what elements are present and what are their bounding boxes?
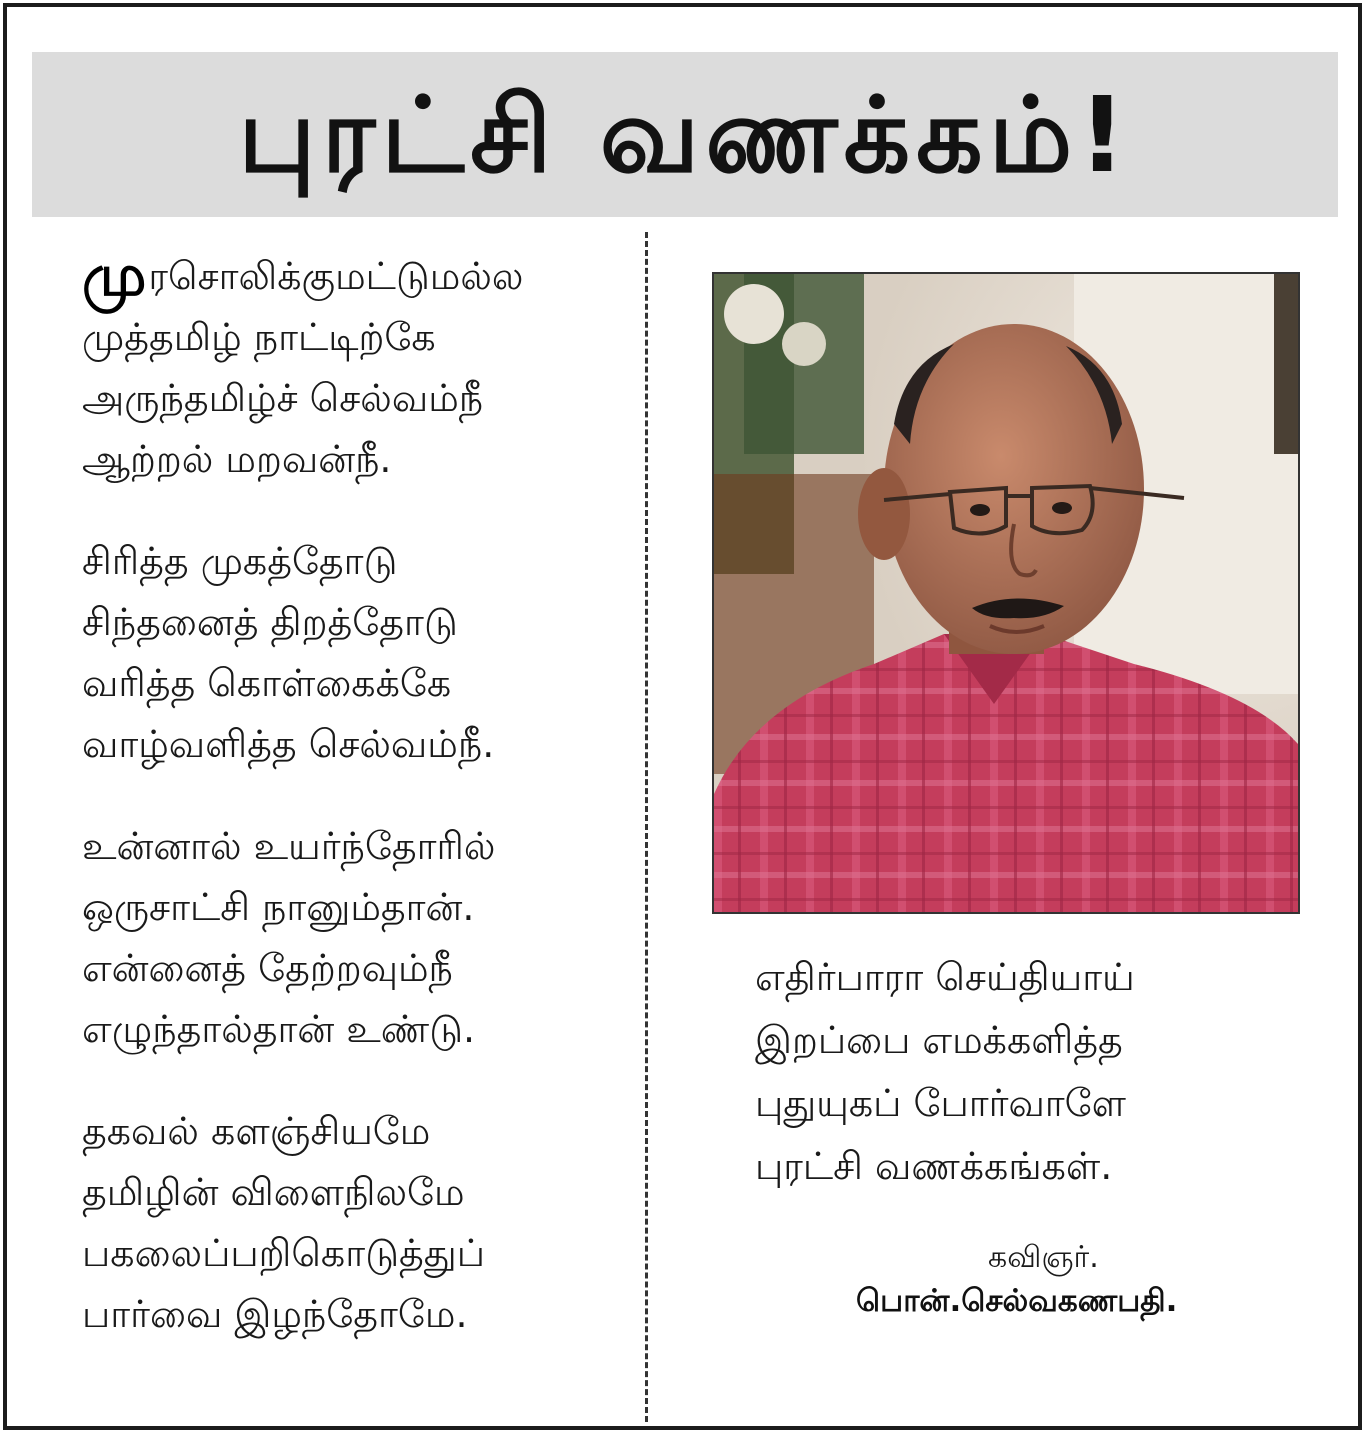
poem-line: அருந்தமிழ்ச் செல்வம்நீ [82,376,484,420]
poem-line: இறப்பை எமக்களித்த [755,1018,1123,1062]
poem-line: எதிர்பாரா செய்தியாய் [755,955,1135,999]
portrait-illustration [714,274,1298,912]
stanza-1 [82,241,622,490]
poem-line: ஒருசாட்சி நானும்தான். [82,885,475,929]
poem-line: தகவல் களஞ்சியமே [82,1109,431,1153]
author-byline [820,1238,1290,1324]
poem-line: புரட்சி வணக்கங்கள். [755,1144,1113,1188]
first-line-text: ரசொலிக்குமட்டுமல்ல [148,254,524,298]
poem-line: சிரித்த முகத்தோடு [82,539,398,583]
poem-line: வரித்த கொள்கைக்கே [82,661,452,705]
poem-line: என்னைத் தேற்றவும்நீ [82,946,453,990]
poem-line: சிந்தனைத் திறத்தோடு [82,600,458,644]
drop-cap: மு [82,241,147,309]
poem-line: வாழ்வளித்த செல்வம்நீ. [82,722,495,766]
poem-line: ஆற்றல் மறவன்நீ. [82,437,392,481]
poem-line: புதுயுகப் போர்வாளே [755,1081,1126,1125]
poem-line: பார்வை இழந்தோமே. [82,1292,468,1336]
author-name: பொன்.செல்வகணபதி. [856,1283,1178,1319]
portrait-photo [712,272,1300,914]
poem-line: உன்னால் உயர்ந்தோரில் [82,824,496,868]
stanza-2 [82,531,622,775]
poem-line: பகலைப்பறிகொடுத்துப் [82,1231,485,1275]
right-poem [755,946,1255,1198]
poem-line [82,241,622,309]
stanza-3 [82,816,622,1060]
stanza-4 [82,1101,622,1345]
page-title: புரட்சி வணக்கம்! [238,73,1132,196]
author-title: கவிஞர். [988,1240,1099,1275]
poem-line: தமிழின் விளைநிலமே [82,1170,465,1214]
poem-line: முத்தமிழ் நாட்டிற்கே [82,315,436,359]
left-poem [82,241,622,1386]
title-banner [32,52,1338,217]
column-divider [645,232,648,1422]
poem-line: எழுந்தால்தான் உண்டு. [82,1007,476,1051]
